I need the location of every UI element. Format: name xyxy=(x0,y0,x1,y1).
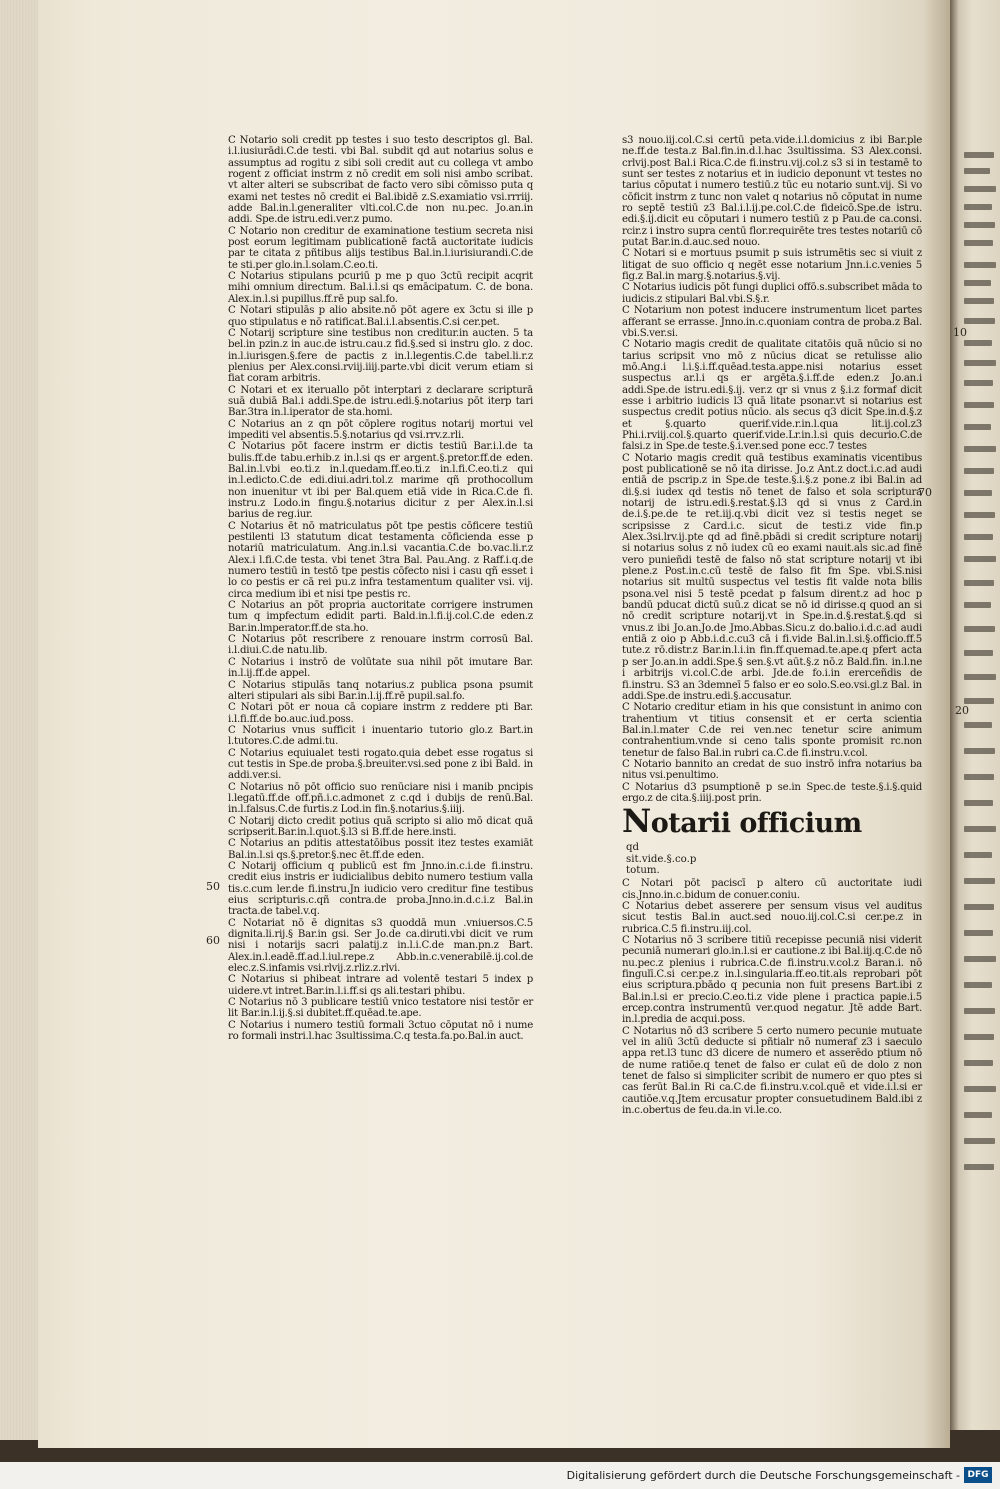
page-edges xyxy=(0,0,42,1440)
right-entry: C Notarius iudicis pōt fungi duplici offō.s.subscribet māda to iudicis.z stipulari Bal.vbi.S.§.r. xyxy=(622,282,922,305)
left-entry: C Notarius nō pōt officio suo renūciare nisi i manib pncipis l.legatū.ff.de off.pñ.i.c.admonet z c.qd i dubijs de renū.Bal. in.l.falsus.C.de furtis.z Lod.in fin.§.notarius.§.iiij. xyxy=(228,781,533,816)
facing-text-line xyxy=(964,1034,994,1040)
facing-text-line xyxy=(964,318,995,324)
right-entry: C Notari si e mortuus psumit p suis istrumētis sec si viuit z litigat de suo officio q negēt esse notarium Jnn.i.c.venies 5 fig.z Bal.in marg.§.notarius.§.vij. xyxy=(622,248,922,283)
left-entry: C Notario soli credit pp testes i suo testo descriptos gl. Bal. i.l.iusiurādi.C.de testi. vbi Bal. subdit qd aut notarius solus e assumptus ad rogitu z sibi soli credit aut cu collega vt ambo rogent z officiat instrm z nō credit em soli nisi ambo scribat. vt alter alteri se subscribat de facto vero sibi cōmisso puta q exami net testes nō credit ei Bal.ibidē z.S.examiatio vsi.rrriij. adde Bal.in.l.generaliter vlti.col.C.de non nu.pec. Jo.an.in addi. Spe.de istru.edi.ver.z pumo. xyxy=(228,135,533,226)
margin-number-50: 50 xyxy=(206,880,220,893)
facing-text-line xyxy=(964,580,994,586)
left-entry: C Notariat nō ē dignitas s3 quoddā mun .vniuersos.C.5 dignita.li.rij.§ Bar.in gsi. Ser Jo.de ca.diruti.vbi dicit ve rum nisi i notarijs sacri palatij.z in.l.i.C.de man.pn.z Bart. Alex.in.l.eadē.ff.ad.l.iul.repe.z Abb.in.c.venerabilē.ij.col.de elec.z.S.infamis vsi.rlvij.z.rliz.z.rlvi. xyxy=(228,917,533,975)
right-entry: C Notario magis credit de qualitate citatōis quā nūcio si no tarius scripsit vno mō z nūcius dicat se retulisse alio mō.Ang.i l.i.§.i.ff.quēad.testa.appe.nisi notarius esset suspectus ar.l.i qs er argēta.§.i.ff.de eden.z Jo.an.i addi.Spe.de istru.edi.§.ij. ver.z qr si vnus z §.i.z formaf dicit esse i arbitrio iudicis l3 quā litate psonar.vt si notarius est suspectus credit potius nūcio. als secus q3 dicit Spe.in.d.§.z et §.quarto querif.vide.r.in.l.qua lit.ij.col.z3 Phi.i.rviij.col.§.quarto querif.vide.Lr.in.l.si quis decurio.C.de falsi.z in Spe.de teste.§.i.ver.sed pone ecc.7 testes xyxy=(622,339,922,453)
facing-text-line xyxy=(964,1138,995,1144)
right-column xyxy=(622,135,922,1116)
left-entry: C Notarius stipulās tanq notarius.z publica psona psumit alteri stipulari als sibi Bar.in.l.ij.ff.rē pupil.sal.fo. xyxy=(228,679,533,702)
facing-text-line xyxy=(964,402,994,408)
facing-text-line xyxy=(964,222,995,228)
facing-text-line xyxy=(964,556,996,562)
facing-text-line xyxy=(964,1112,992,1118)
left-entry: C Notarius stipulans pcuriū p me p quo 3ctū recipit acqrit mihi omnium directum. Bal.i.l.si qs emācipatum. C. de bona. Alex.in.l.si pupillus.ff.rē pup sal.fo. xyxy=(228,271,533,305)
facing-text-line xyxy=(964,1086,996,1092)
left-entry: C Notarius an pditis attestatōibus possit itez testes examiāt Bal.in.l.si qs.§.pretor.§.nec ēt.ff.de eden. xyxy=(228,838,533,861)
facing-text-line xyxy=(964,262,996,268)
margin-number-70: 70 xyxy=(918,486,932,499)
facing-text-line xyxy=(964,186,996,192)
facing-text-line xyxy=(964,626,995,632)
facing-text-line xyxy=(964,826,996,832)
facing-text-line xyxy=(964,1060,993,1066)
right-entry: C Notarius nō 3 scribere titiū recepisse pecuniā nisi viderit pecuniā numerari glo.in.l.si er cautione.z ibi Bal.iij.q.C.de nō nu.pec.z plenius i rubrica.C.de fi.instru.v.col.z Baran.i. nō fingulī.C.si cer.pe.z in.l.singularia.ff.eo.tit.als reprobari pōt eius scriptura.pbādo q pecunia non fuit presens Bart.ibi z Bal.in.l.si er precio.C.eo.ti.z vide plene i practica papie.i.5 ercep.contra instrumentū ver.quod negatur. Jtē adde Bart. in.l.predia de acqui.poss. xyxy=(622,934,922,1026)
left-entry: C Notari stipulās p alio absite.nō pōt agere ex 3ctu si ille p quo stipulatus e nō ratificat.Bal.i.l.absentis.C.si cer.pet. xyxy=(228,305,533,328)
facing-text-line xyxy=(964,490,992,496)
left-entry: C Notari et ex iteruallo pōt interptari z declarare scripturā suā dubiā Bal.i addi.Spe.de istru.edi.§.notarius pōt iterp tari Bar.3tra in.l.iperator de sta.homi. xyxy=(228,384,533,419)
facing-text-line xyxy=(964,982,992,988)
facing-text-line xyxy=(964,152,994,158)
left-entry: C Notari pōt er noua cā copiare instrm z reddere pti Bar. i.l.fi.ff.de bo.auc.iud.poss. xyxy=(228,702,533,725)
left-entry: C Notarius vnus sufficit i inuentario tutorio glo.z Bart.in l.tutores.C.de admi.tu. xyxy=(228,724,533,748)
facing-text-line xyxy=(964,280,991,286)
left-entry: C Notarius pōt rescribere z renouare instrm corrosū Bal. i.l.diui.C.de natu.lib. xyxy=(228,634,533,657)
facing-text-line xyxy=(964,748,995,754)
facing-text-line xyxy=(964,468,994,474)
facing-text-line xyxy=(964,204,992,210)
margin-number-20: 20 xyxy=(955,704,969,717)
section-title-text: otarii officium xyxy=(650,808,862,840)
right-entry: C Notarium non potest inducere instrumentum licet partes afferant se errasse. Jnno.in.c.quoniam contra de proba.z Bal. vbi.S.ver.si. xyxy=(622,305,922,339)
left-entry: C Notarij dicto credit potius quā scripto si alio mō dicat quā scripserit.Bar.in.l.quot.§.l3 si B.ff.de here.insti. xyxy=(228,815,533,838)
facing-text-line xyxy=(964,1008,995,1014)
left-entry: C Notario non creditur de examinatione testium secreta nisi post eorum legitimam publicationē factā auctoritate iudicis par te citata z pñtibus alijs testibus Bal.in.l.iurisiurandi.C.de te sti.per glo.in.l.solam.C.eo.ti. xyxy=(228,225,533,271)
facing-text-line xyxy=(964,424,991,430)
margin-number-10: 10 xyxy=(953,326,967,339)
right-entry: C Notario bannito an credat de suo instrō infra notarius ba nitus vsi.penultimo. xyxy=(622,758,922,782)
section-title-initial: N xyxy=(622,802,651,841)
facing-text-line xyxy=(964,878,995,884)
facing-text-line xyxy=(964,512,995,518)
left-entry: C Notarius pōt facere instrm er dictis testiū Bar.i.l.de ta bulis.ff.de tabu.erhib.z in.l.si qs er argent.§.pretor.ff.de eden. Bal.in.l.vbi eo.ti.z in.l.quedam.ff.eo.ti.z in.l.fi.C.eo.ti.z qui in.l.edicto.C.de edi.diui.adri.tol.z marime qñ prothocollum non inuenitur vt ibi per Bal.quem etiā vide in Rica.C.de fi. instru.z Lodo.in fingu.§.notarius dicitur z per Alex.in.l.si barius de reg.iur. xyxy=(228,441,533,521)
footer-credit: Digitalisierung gefördert durch die Deutsche Forschungsgemeinschaft - xyxy=(566,1469,960,1482)
facing-text-line xyxy=(964,956,996,962)
facing-text-line xyxy=(964,360,996,366)
facing-text-line xyxy=(964,446,996,452)
left-entry: C Notarius ēt nō matriculatus pōt tpe pestis cōficere testiū pestilenti l3 statutum dicat testamenta cōficienda esse p notariū matriculatum. Ang.in.l.si vacantia.C.de bo.vac.li.r.z Alex.i l.fi.C.de testa. vbi tenet 3tra Bal. Pau.Ang. z Raff.i.q.de numero testiū in testō tpe pestis cōfecto nisi i casu qñ esset i lo co pestis er cā rei pu.z infra testamentum qualiter vsi. vij. circa medium ibi et nisi tpe pestis rc. xyxy=(228,520,533,600)
facing-text-line xyxy=(964,1164,994,1170)
left-entry: C Notarius si phibeat intrare ad volentē testari 5 index p uidere.vt intret.Bar.in.l.i.ff.si qs ali.testari phibu. xyxy=(228,974,533,997)
facing-text-line xyxy=(964,930,993,936)
right-entry: C Notarius d3 psumptionē p se.in Spec.de teste.§.i.§.quid ergo.z de cita.§.iiij.post prin. xyxy=(622,781,922,804)
left-column xyxy=(228,135,533,1043)
facing-text-line xyxy=(964,774,994,780)
facing-text-line xyxy=(964,240,993,246)
footer-bar xyxy=(0,1462,1000,1489)
left-entry: C Notarius equiualet testi rogato.quia debet esse rogatus si cut testis in Spe.de proba.§.breuiter.vsi.sed pone z ibi Bald. in addi.ver.si. xyxy=(228,747,533,782)
facing-text-line xyxy=(964,852,992,858)
facing-text-line xyxy=(964,380,993,386)
right-entry: C Notario creditur etiam in his que consistunt in animo con trahentium vt titius consensit et er certa scientia Bal.in.l.mater C.de rei ven.nec tenetur scire animum contrahentium.vnde si ceno talis sponte promisit rc.non tenetur de falso Bal.in rubri ca.C.de fi.instru.v.col. xyxy=(622,702,922,759)
section-title xyxy=(622,802,862,841)
right-entry: C Notarius nō d3 scribere 5 certo numero pecunie mutuate vel in aliū 3ctū deducte si pñtialr nō numeraf z3 i saeculo appa ret.l3 tunc d3 dicere de numero et asserēdo ptium nō de nume ratiōe.q tenet de falso er culat eū de dolo z non tenet de falso si simpliciter scribit de numero er quo ptes si cas ferūt Bal.in Ri ca.C.de fi.instru.v.col.quē et vide.i.l.si er cautiōe.v.q.Jtem ercusatur propter consuetudinem Bald.ibi z in.c.obertus de feu.da.in vi.le.co. xyxy=(622,1025,922,1117)
facing-text-line xyxy=(964,298,994,304)
facing-text-line xyxy=(964,340,992,346)
dfg-logo: DFG xyxy=(964,1467,992,1483)
left-entry: C Notarius an z qn pōt cōplere rogitus notarij mortui vel impediti vel absentis.5.§.notarius qd vsi.rrv.z.rli. xyxy=(228,418,533,441)
left-entry: C Notarius i numero testiū formali 3ctuo cōputat nō i nume ro formali instri.l.hac 3sultissima.C.q testa.fa.po.Bal.in auct. xyxy=(228,1019,533,1043)
section-heading-note: qd sit.vide.§.co.p totum. xyxy=(626,842,697,876)
section-heading xyxy=(622,802,922,876)
facing-text-line xyxy=(964,650,993,656)
right-entry: s3 nouo.iij.col.C.si certū peta.vide.i.l.domicius z ibi Bar.ple ne.ff.de testa.z Bal.fin.in.d.l.hac 3sultissima. S3 Alex.consi. crlvij.post Bal.i Rica.C.de fi.instru.vij.col.z s3 si in testamē to sunt ser testes z notarius et in iudicio deponunt vt testes no tarius cōputat i numero testiū.z tūc eu notario sunt.vij. Si vo cōficit instrm z tunc non valet q notarius nō cōputat in nume ro septē testiū z3 Bal.i.l.ij.pe.col.C.de fideicō.Spe.de istru. edi.§.ij.dicit eu cōputari i numero testiū z p Pau.de ca.consi. rcir.z i instro supra centū flor.requirēte tres testes notariū cō putat Bar.in.d.auc.sed nouo. xyxy=(622,135,922,249)
left-entry: C Notarius an pōt propria auctoritate corrigere instrumen tum q impfectum edidit parti. Bald.in.l.fi.ij.col.C.de eden.z Bar.in.lmperator.ff.de sta.ho. xyxy=(228,600,533,634)
margin-number-60: 60 xyxy=(206,934,220,947)
facing-text-line xyxy=(964,674,996,680)
facing-text-line xyxy=(964,534,993,540)
book-page xyxy=(38,0,950,1448)
facing-text-line xyxy=(964,602,991,608)
left-entry: C Notarius i instrō de volūtate sua nihil pōt imutare Bar. in.l.ij.ff.de appel. xyxy=(228,656,533,680)
left-entry: C Notarij officium q publicū est fm Jnno.in.c.i.de fi.instru. credit eius instris er iudicialibus debito numero testium valla tis.c.cum ler.de fi.instru.Jn iudicio vero creditur fine testibus eius scripturis.c.qñ contra.de proba.Jnno.in.d.c.i.z Bal.in tracta.de tabel.v.q. xyxy=(228,861,533,918)
right-entry: C Notarius debet asserere per sensum visus vel auditus sicut testis Bal.in auct.sed nouo.iij.col.C.si cer.pe.z in rubrica.C.5 fi.instru.iij.col. xyxy=(622,900,922,935)
left-entry: C Notarij scripture sine testibus non creditur.in aucten. 5 ta bel.in pzin.z in auc.de istru.cau.z fid.§.sed si instru glo. z doc. in.l.iurisgen.§.fere de pactis z in.l.legentis.C.de tabel.li.r.z plenius per Alex.consi.rviij.iiij.parte.vbi dicit verum etiam si fiat coram arbitris. xyxy=(228,327,533,385)
facing-text-line xyxy=(964,904,994,910)
left-entry: C Notarius nō 3 publicare testiū vnico testatore nisi testōr er lit Bar.in.l.ij.§.si dubitet.ff.quēad.te.ape. xyxy=(228,997,533,1020)
facing-text-line xyxy=(964,800,993,806)
facing-text-line xyxy=(964,722,992,728)
right-entry: C Notario magis credit quā testibus examinatis vicentibus post publicationē se nō ita dirisse. Jo.z Ant.z doct.i.c.ad audi entiā de pscrip.z in Spe.de teste.§.i.§.z pone.z ibi Bal.in ad di.§.si iudex qd testis nō tenet de falso et sola scriptura notarij de istru.edi.§.restat.§.l3 qd si vnus z Card.in de.i.§.pe.de te ret.iij.q.vbi dicit vez si testis neget se scripsisse z Card.i.c. sicut de testi.z vide fin.p Alex.3si.lrv.ij.pte qd ad finē.pbādi si credit scripture notarij si notarius solus z nō iudex cū eo exami nauit.als sic.ad finē vero punieñdi testē de falso nō stat scripture notarij vt ibi plene.z Post.in.c.cū testē de falso fit fm Spe. vbi.S.nisi notarius sit multū suspectus vel testis fit valde nota bilis psona.vel nisi 5 testē pcedat p falsum dirent.z ad hoc p bandū pducat dictū suū.z dicat se nō id dirisse.q quod an si nō credit scripture notarij.vt in Spe.in.d.§.restat.§.qd si vnus.z ibi Jo.an.Jo.de Jmo.Abbas.Sicu.z do.balio.i.d.c.ad audi entiā z oio p Abb.i.d.c.cu3 cā i fi.vide Bal.in.l.si.§.officio.ff.5 tute.z rō.distr.z Bar.in.l.i.in fin.ff.quemad.te.ape.q pfert acta p ser Jo.an.in addi.Spe.§ sen.§.vt aūt.§.z nō.z Bald.fin. in.l.ne i arbitrijs vi.col.C.de arbi. Jde.de fo.i.in ererceñdis de fi.instru. S3 an 3demneī 5 falso er eo solo.S.eo.vsi.gl.z Bal. in addi.Spe.de instru.edi.§.accusatur. xyxy=(622,452,922,702)
facing-text-line xyxy=(964,168,990,174)
right-entry: C Notari pōt paciscī p altero cū auctoritate iudi cis.Jnno.in.c.bidum de conuer.coniu. xyxy=(622,878,922,901)
